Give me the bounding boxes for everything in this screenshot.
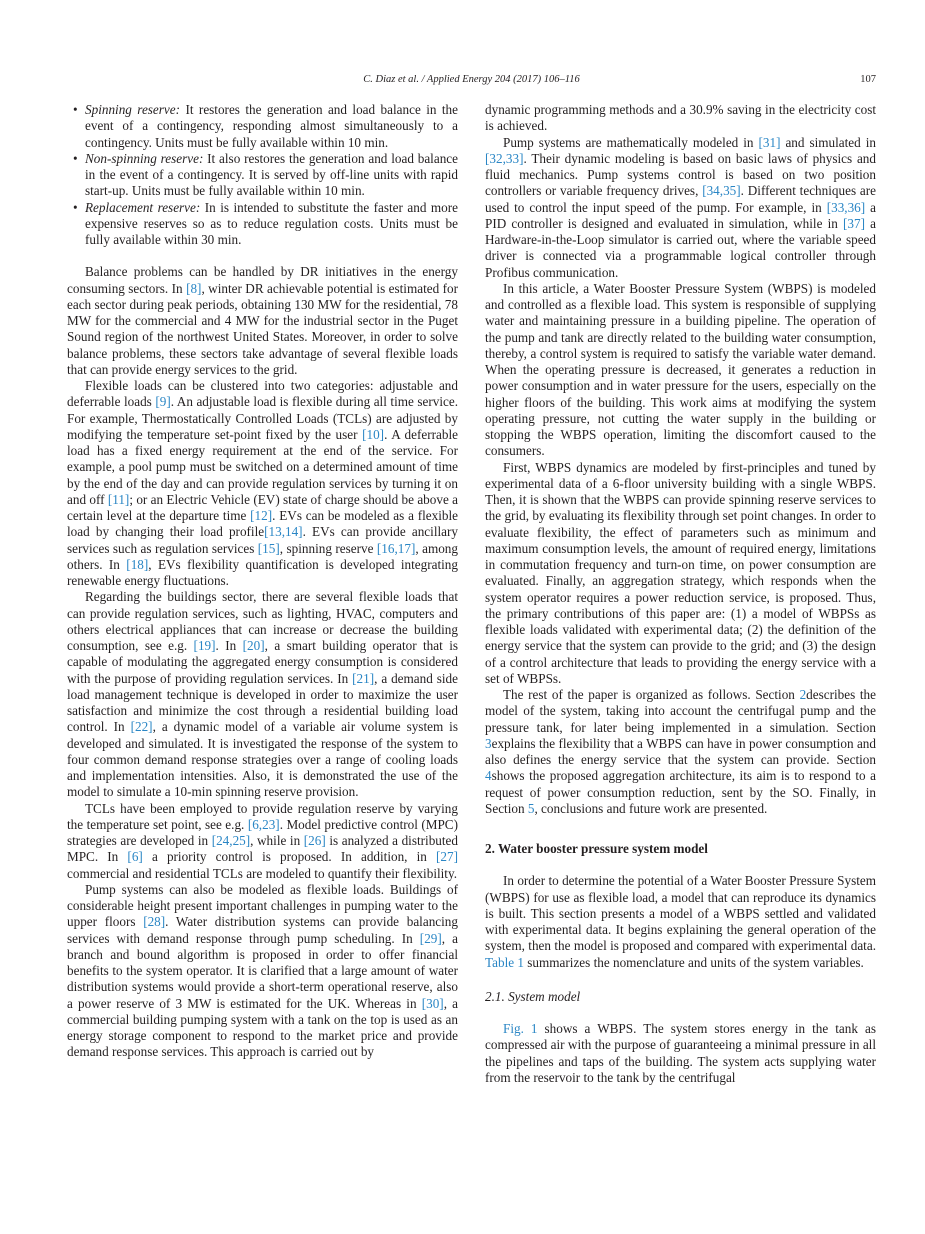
section-link[interactable]: 5 xyxy=(527,800,535,816)
list-item-text: It restores the generation and load balance in the event of a contingency, responding almost simultaneously to a contingency. Units must be fully available within 10 min. xyxy=(85,102,458,150)
citation-link[interactable]: [9] xyxy=(155,394,171,410)
citation-link[interactable]: [22] xyxy=(130,719,153,735)
paragraph-text: In order to determine the potential of a Water Booster Pressure System (WBPS) for use as flexible load, a model that can reproduce its dynamics is built. This section presents a model of a WBPS settled and validated with experimental data. It begins explaining the general operation of the system, then the model is proposed and compared with experimental data. xyxy=(485,873,876,954)
citation-link[interactable]: [29] xyxy=(419,930,442,946)
paragraph xyxy=(485,873,876,971)
list-item-term: Spinning reserve: xyxy=(85,102,181,117)
citation-link[interactable]: [26] xyxy=(303,833,326,848)
citation-link[interactable]: [27] xyxy=(436,849,458,865)
paragraph-text: and simulated in xyxy=(780,134,876,150)
paragraph xyxy=(485,460,876,688)
list-item xyxy=(67,200,458,249)
right-column xyxy=(485,102,876,1086)
citation-link[interactable]: [34,35] xyxy=(702,183,741,199)
paragraph-text: , a branch and bound algorithm is proposed in order to offer financial benefits to the system operator. It is clarified that a large amount of water distribution systems would provide a short-term operational reserve, also a power reserve of 3 MW is estimated for the UK. Whereas in xyxy=(67,930,458,1011)
paragraph-text: a PID controller is designed and evaluated in simulation, while in xyxy=(485,199,876,231)
list-item-text: It also restores the generation and load balance in the event of a contingency. It is served by off-line units with rapid start-up. Units must be fully available within 10 min. xyxy=(85,150,458,199)
citation-link[interactable]: [31] xyxy=(758,134,781,150)
citation-link[interactable]: [18] xyxy=(126,556,149,572)
paragraph-text: , winter DR achievable potential is estimated for each sector during peak periods, obtaining 130 MW for the residential, 78 MW for the commercial and 4 MW for the industrial sector in the Puget Sound region of the northwest United States. Moreover, in order to solve balance problems, these sectors take advantage of several flexible loads that can provide energy services to the grid. xyxy=(67,280,458,377)
paragraph-text: is analyzed a distributed MPC. In xyxy=(67,833,458,865)
section-link[interactable]: 2 xyxy=(799,687,807,702)
citation-link[interactable]: [15] xyxy=(257,540,280,556)
left-column xyxy=(67,102,458,1061)
paragraph-text: Flexible loads can be clustered into two categories: adjustable and deferrable loads xyxy=(67,378,458,410)
figure-link[interactable]: Fig. 1 xyxy=(503,1021,538,1036)
paragraph xyxy=(67,589,458,800)
paragraph xyxy=(67,378,458,589)
paragraph-text: , while in xyxy=(250,833,304,848)
citation-link[interactable]: [21] xyxy=(352,670,375,686)
citation-link[interactable]: [19] xyxy=(193,638,216,653)
paragraph-text: . Different techniques are used to control the input speed of the pump. For example, in xyxy=(485,183,876,215)
citation-link[interactable]: [28] xyxy=(143,914,166,930)
reserve-types-list xyxy=(67,102,458,248)
list-item-term: Replacement reserve: xyxy=(85,199,201,215)
running-head: C. Diaz et al. / Applied Energy 204 (2017) 106–116 xyxy=(363,74,580,85)
paragraph-text: commercial and residential TCLs are modeled to quantify their flexibility. xyxy=(67,865,458,881)
citation-link[interactable]: [30] xyxy=(421,995,444,1011)
paragraph xyxy=(67,882,458,1061)
paragraph-text: TCLs have been employed to provide regulation reserve by varying the temperature set point, see e.g. xyxy=(67,800,458,832)
list-item xyxy=(67,102,458,151)
paragraph-text: shows a WBPS. The system stores energy in the tank as compressed air with the purpose of guaranteeing a minimal pressure in all the pipelines and taps of the building. The system acts supplying water from the reservoir to the tank by the centrifugal xyxy=(485,1021,876,1085)
paragraph-text: . EVs can provide ancillary services such as regulation services xyxy=(67,524,458,556)
paragraph-text: Regarding the buildings sector, there are several flexible loads that can provide regulation services, such as lighting, HVAC, computers and others electrical appliances that can increase or decrease the building consumption, see e.g. xyxy=(67,589,458,653)
paragraph-text: Pump systems are mathematically modeled in xyxy=(503,134,759,150)
paragraph-text: summarizes the nomenclature and units of the system variables. xyxy=(524,954,864,970)
paragraph-text: , among others. In xyxy=(67,540,458,572)
citation-link[interactable]: [13,14] xyxy=(264,524,303,540)
paragraph-text: dynamic programming methods and a 30.9% saving in the electricity cost is achieved. xyxy=(485,102,876,134)
paragraph-text: , spinning reserve xyxy=(279,540,377,556)
section-heading: 2. Water booster pressure system model xyxy=(485,841,708,856)
list-item-text: In is intended to substitute the faster and more expensive reserves so as to reduce regulation costs. Units must be fully available within 30 min. xyxy=(85,199,458,247)
page-header xyxy=(67,72,876,88)
section-link[interactable]: 3 xyxy=(485,735,492,751)
paragraph-text: describes the model of the system, taking into account the centrifugal pump and the pressure tank, for later being implemented in a simulation. Section xyxy=(485,687,877,735)
paragraph-text: . EVs can be modeled as a flexible load by changing their load profile xyxy=(67,508,459,540)
citation-link[interactable]: [33,36] xyxy=(826,199,866,215)
citation-link[interactable]: [24,25] xyxy=(211,833,251,848)
paragraph-text: , a commercial building pumping system with a tank on the top is used as an energy storage component to respond to the market price and provide demand response services. This approach is carried out by xyxy=(67,995,458,1060)
citation-link[interactable]: [20] xyxy=(242,638,265,653)
paragraph-text: a Hardware-in-the-Loop simulator is carried out, where the variable speed driver is connected via a programmable logical controller through Profibus communication. xyxy=(485,215,876,280)
citation-link[interactable]: [8] xyxy=(186,280,202,296)
paragraph-text: , conclusions and future work are presented. xyxy=(534,800,768,816)
paragraph-text: ; or an Electric Vehicle (EV) state of charge should be above a certain level at the departure time xyxy=(67,491,458,523)
citation-link[interactable]: [16,17] xyxy=(376,540,416,556)
list-item-term: Non-spinning reserve: xyxy=(85,150,204,166)
paragraph-text: , a demand side load management technique is developed in order to maximize the user satisfaction and minimize the cost through a residential building load control. In xyxy=(67,670,458,735)
paragraph-text: shows the proposed aggregation architecture, its aim is to respond to a request of power consumption reduction, sent by the SO. Finally, in Section xyxy=(485,768,876,816)
list-item xyxy=(67,151,458,200)
paragraph xyxy=(485,1021,876,1086)
paragraph xyxy=(485,135,876,281)
citation-link[interactable]: [6] xyxy=(127,849,143,865)
paragraph-text: Balance problems can be handled by DR initiatives in the energy consuming sectors. In xyxy=(67,264,458,296)
paragraph xyxy=(67,264,458,378)
paragraph xyxy=(485,102,876,135)
paragraph-text: . An adjustable load is flexible during all time service. For example, Thermostatically Controlled Loads (TCLs) are adjusted by modifying the temperature set-point fixed by the user xyxy=(67,394,459,442)
subsection-heading: 2.1. System model xyxy=(485,988,581,1004)
citation-link[interactable]: [10] xyxy=(362,426,385,442)
citation-link[interactable]: [37] xyxy=(843,215,865,231)
paragraph-text: First, WBPS dynamics are modeled by first-principles and tuned by experimental data of a 6-floor university building with a single WBPS. Then, it is shown that the WBPS can provide spinning reserve services to the grid, by evaluating its flexibility through set point changes. In order to evaluate flexibility, the effect of parameters such as minimum and maximum consumption levels, the amount of required energy, limitations in commutation frequency and turn-on time, on power consumption are evaluated. Finally, an aggregation strategy, which responds when the system operator requires a power reduction service, is proposed. Thus, the primary contributions of this paper are: (1) a model of WBPSs as flexible loads validated with experimental data; (2) the definition of the energy service that the system can provide to the grid; and (3) the design of a control architecture that leads to providing the energy service with a set of WBPSs. xyxy=(485,459,876,686)
paragraph-text: . In xyxy=(215,638,243,653)
citation-link[interactable]: [11] xyxy=(107,491,130,507)
paragraph-text: Pump systems can also be modeled as flexible loads. Buildings of considerable height present important challenges in pumping water to the upper floors xyxy=(67,881,458,930)
page-number: 107 xyxy=(860,74,876,85)
paragraph-text: . Their dynamic modeling is based on basic laws of physics and fluid mechanics. Pump systems control is based on two position controllers or variable frequency drives, xyxy=(485,150,876,199)
paragraph-text: . Water distribution systems can provide balancing services with demand response through pump scheduling. In xyxy=(67,914,458,946)
citation-link[interactable]: [32,33] xyxy=(485,150,524,166)
citation-link[interactable]: [6,23] xyxy=(247,816,280,832)
paragraph-text: In this article, a Water Booster Pressure System (WBPS) is modeled and controlled as a flexible load. This system is responsible of supplying water and maintaining pressure in a building pipeline. The operation of the pump and tank are directly related to the building water consumption, thereby, a control system is required to satisfy the variable water demand. When the operating pressure is decreased, it generates a reduction in power consumption and in water pressure for the users, especially on the higher floors of the building. This work aims at modifying the system operating pressure, not cutting the water supply in the building or stopping the WBPS operation, limiting the discomfort caused to the consumers. xyxy=(485,280,876,459)
paragraph xyxy=(485,687,876,817)
citation-link[interactable]: [12] xyxy=(250,508,273,523)
paragraph-text: a priority control is proposed. In addition, in xyxy=(142,849,437,865)
paragraph-text: The rest of the paper is organized as follows. Section xyxy=(503,687,800,702)
paragraph xyxy=(485,281,876,460)
paragraph-text: . Model predictive control (MPC) strategies are developed in xyxy=(67,816,458,848)
paragraph-text: , a smart building operator that is capable of modulating the aggregated energy consumption is considered with the purpose of providing regulation services. In xyxy=(67,638,458,686)
paragraph-text: explains the flexibility that a WBPS can have in power consumption and also defines the energy service that the system can provide. Section xyxy=(485,735,876,767)
paragraph-text: . A deferrable load has a fixed energy requirement at the end of the service. For example, a pool pump must be switched on a determined amount of time by the end of the day and can provide regulation services by turning it on and off xyxy=(67,426,458,507)
section-link[interactable]: 4 xyxy=(485,768,492,784)
table-link[interactable]: Table 1 xyxy=(485,954,524,970)
paragraph-text: , EVs flexibility quantification is developed integrating renewable energy fluctuations. xyxy=(67,556,458,588)
paragraph-text: , a dynamic model of a variable air volume system is developed and simulated. It is investigated the response of the system to four common demand response strategies over a range of cooling loads and implementation intensities. Also, it is demonstrated the use of the model to simulate a 10-min spinning reserve provision. xyxy=(67,719,458,800)
paragraph xyxy=(67,801,458,882)
